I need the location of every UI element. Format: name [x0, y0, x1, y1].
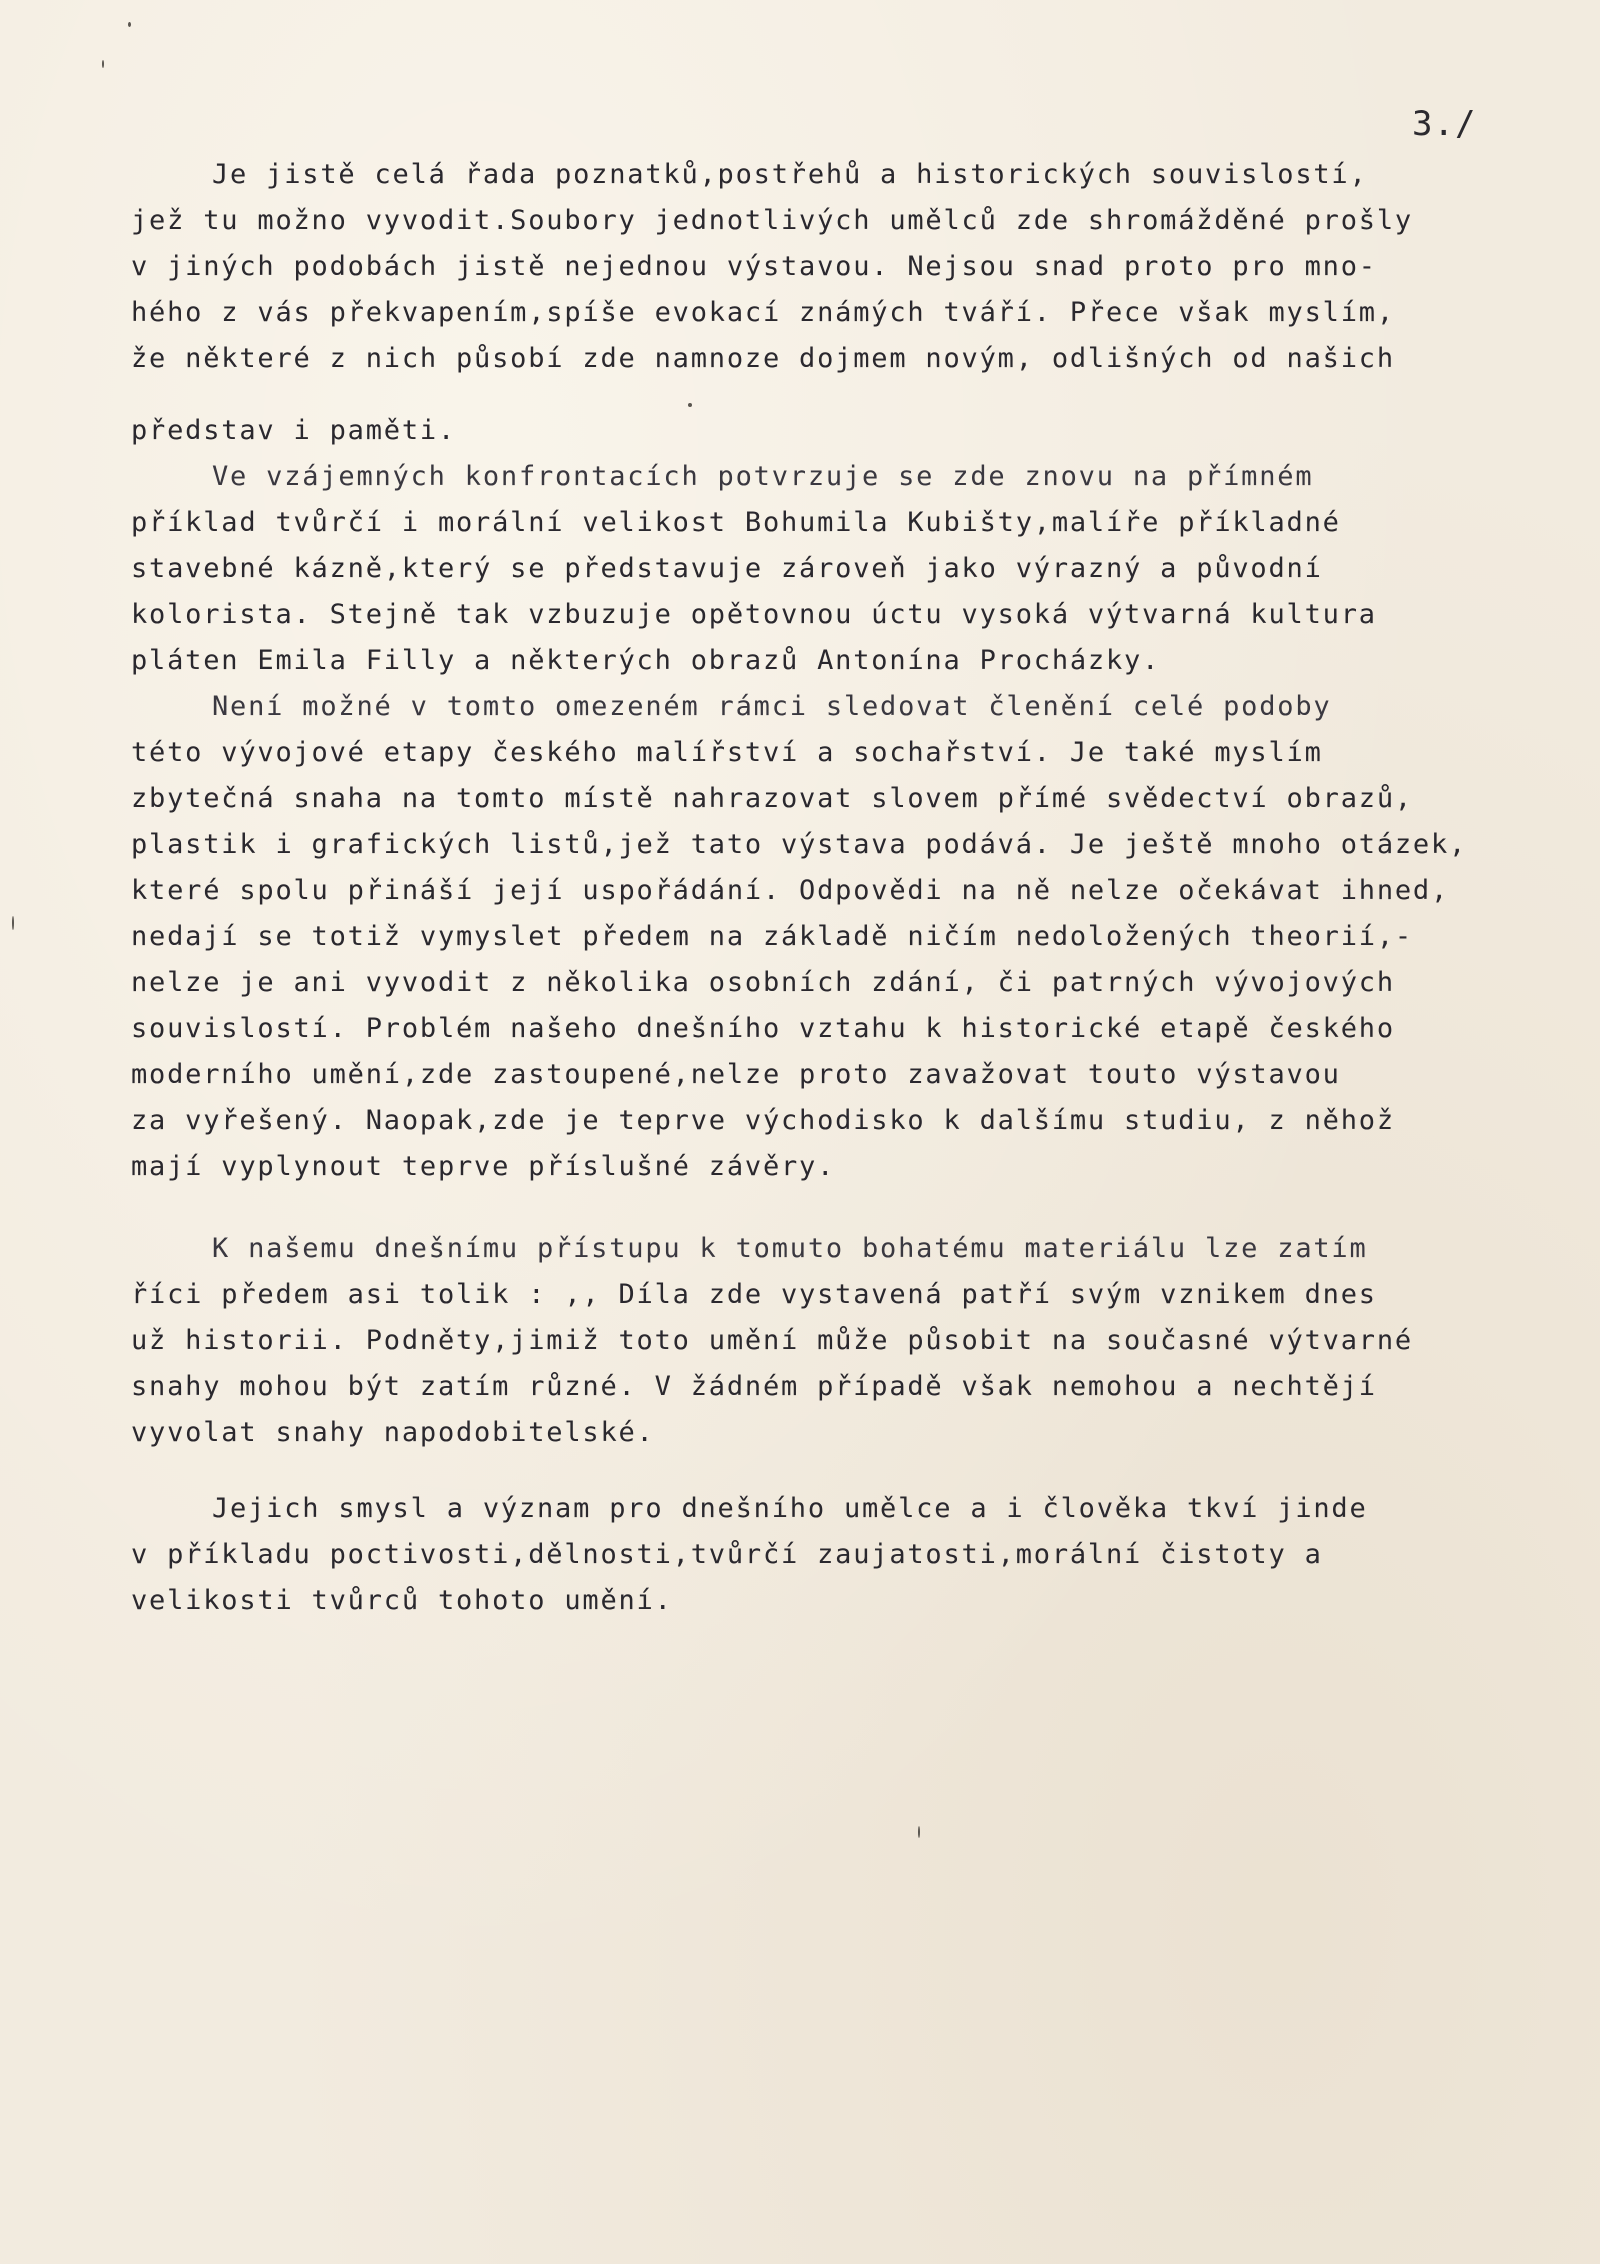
text-line: stavebné kázně,který se představuje zároveň jako výrazný a původní: [131, 553, 1323, 584]
text-line: Je jistě celá řada poznatků,postřehů a historických souvislostí,: [212, 159, 1368, 190]
text-line: jež tu možno vyvodit.Soubory jednotlivých umělců zde shromážděné prošly: [131, 205, 1413, 236]
text-line: už historii. Podněty,jimiž toto umění může působit na současné výtvarné: [131, 1325, 1413, 1356]
text-line: za vyřešený. Naopak,zde je teprve východisko k dalšímu studiu, z něhož: [131, 1105, 1395, 1136]
text-line: hého z vás překvapením,spíše evokací známých tváří. Přece však myslím,: [131, 297, 1395, 328]
text-line: představ i paměti.: [131, 415, 456, 446]
text-line: že některé z nich působí zde namnoze dojmem novým, odlišných od našich: [131, 343, 1395, 374]
text-line: Není možné v tomto omezeném rámci sledovat členění celé podoby: [212, 691, 1332, 722]
page-number: 3./: [1412, 104, 1477, 144]
text-line: říci předem asi tolik : ,, Díla zde vystavená patří svým vznikem dnes: [131, 1279, 1377, 1310]
text-line: K našemu dnešnímu přístupu k tomuto bohatému materiálu lze zatím: [212, 1233, 1368, 1264]
text-line: Ve vzájemných konfrontacích potvrzuje se zde znovu na přímném: [212, 461, 1314, 492]
paper-speck: [918, 1826, 920, 1838]
text-line: v příkladu poctivosti,dělnosti,tvůrčí zaujatosti,morální čistoty a: [131, 1539, 1323, 1570]
text-line: snahy mohou být zatím různé. V žádném případě však nemohou a nechtějí: [131, 1371, 1377, 1402]
text-line: Jejich smysl a význam pro dnešního umělce a i člověka tkví jinde: [212, 1493, 1368, 1524]
paper-speck: [102, 60, 104, 68]
text-line: nedají se totiž vymyslet předem na základě ničím nedoložených theorií,-: [131, 921, 1413, 952]
text-line: plastik i grafických listů,jež tato výstava podává. Je ještě mnoho otázek,: [131, 829, 1468, 860]
paper-speck: [128, 22, 131, 27]
paper-speck: [12, 916, 14, 930]
text-line: kolorista. Stejně tak vzbuzuje opětovnou úctu vysoká výtvarná kultura: [131, 599, 1377, 630]
text-line: moderního umění,zde zastoupené,nelze proto zavažovat touto výstavou: [131, 1059, 1341, 1090]
text-line: v jiných podobách jistě nejednou výstavou. Nejsou snad proto pro mno-: [131, 251, 1377, 282]
text-line: nelze je ani vyvodit z několika osobních zdání, či patrných vývojových: [131, 967, 1395, 998]
text-line: zbytečná snaha na tomto místě nahrazovat slovem přímé svědectví obrazů,: [131, 783, 1413, 814]
text-line: velikosti tvůrců tohoto umění.: [131, 1585, 673, 1616]
text-line: pláten Emila Filly a některých obrazů Antonína Procházky.: [131, 645, 1161, 676]
text-line: této vývojové etapy českého malířství a sochařství. Je také myslím: [131, 737, 1323, 768]
paper-speck: [688, 403, 692, 407]
text-line: které spolu přináší její uspořádání. Odpovědi na ně nelze očekávat ihned,: [131, 875, 1450, 906]
text-line: souvislostí. Problém našeho dnešního vztahu k historické etapě českého: [131, 1013, 1395, 1044]
text-line: mají vyplynout teprve příslušné závěry.: [131, 1151, 836, 1182]
text-line: vyvolat snahy napodobitelské.: [131, 1417, 655, 1448]
text-line: příklad tvůrčí i morální velikost Bohumila Kubišty,malíře příkladné: [131, 507, 1341, 538]
